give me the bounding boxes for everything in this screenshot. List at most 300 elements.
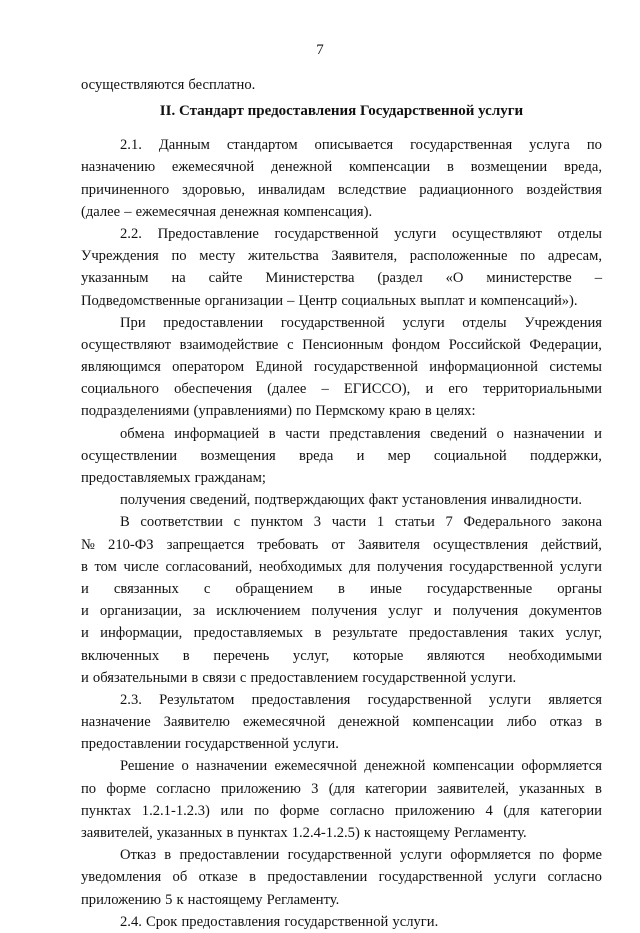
word: предоставлении: [179, 847, 280, 864]
word: и: [594, 425, 602, 442]
word: выплат: [420, 292, 465, 309]
word: связи: [202, 669, 236, 686]
word: к: [363, 825, 371, 841]
word: получения: [377, 558, 443, 575]
word: бесплатно.: [188, 77, 256, 93]
word: или: [220, 802, 244, 819]
word: гражданам;: [194, 470, 266, 486]
paragraph: [81, 312, 602, 423]
word: оформляется: [521, 758, 602, 775]
word: обращением: [235, 580, 313, 597]
word: согласно: [156, 780, 211, 797]
word: Пермскому: [315, 403, 385, 420]
word: к: [176, 891, 184, 908]
word: радиационного: [419, 181, 514, 198]
word: ЕГИССО),: [343, 381, 411, 398]
word: 7: [445, 514, 453, 531]
word: Результатом: [159, 691, 235, 708]
word: месту: [199, 248, 236, 265]
word: 2.2.: [120, 225, 142, 242]
paragraph: [81, 74, 602, 96]
word: заявителей,: [81, 825, 153, 841]
word: услуг,: [565, 625, 602, 642]
word: и: [81, 625, 89, 642]
word: подразделениями: [81, 403, 190, 420]
word: категории: [540, 802, 602, 819]
word: компенсаций»).: [480, 292, 578, 309]
word: с: [239, 669, 247, 686]
word: услуги: [488, 691, 532, 708]
word: отказ: [549, 714, 583, 731]
word: 5: [165, 891, 173, 908]
word: услуги.: [470, 669, 517, 686]
word: заявителей,: [437, 780, 509, 797]
word: осуществляют: [81, 336, 171, 353]
section-heading: II. Стандарт предоставления Государственной услуги: [159, 103, 524, 120]
word: территориальными: [482, 381, 602, 398]
word: осуществляются: [81, 77, 185, 93]
word: компенсация).: [283, 203, 373, 220]
word: Российской: [448, 336, 521, 353]
word: краю: [389, 403, 421, 420]
word: целях:: [435, 403, 476, 420]
word: «О: [445, 270, 464, 287]
word: государственной: [287, 847, 392, 864]
word: в: [182, 647, 190, 664]
word: предоставлении: [163, 314, 264, 331]
word: жительства: [247, 248, 319, 265]
text-line: [81, 74, 602, 96]
word: 1: [376, 514, 385, 531]
word: настоящему: [187, 891, 263, 908]
text-line: [81, 578, 602, 600]
word: от: [331, 536, 345, 553]
text-line: [81, 822, 602, 844]
word: в: [424, 403, 432, 420]
word: предоставлением: [250, 669, 359, 686]
word: согласно: [329, 802, 385, 819]
text-line: [81, 866, 602, 888]
word: информационной: [429, 359, 538, 376]
word: информации,: [100, 625, 183, 642]
word: денежной: [364, 758, 426, 775]
text-line: [81, 733, 602, 755]
text-line: [81, 356, 602, 378]
word: вреда: [298, 447, 334, 464]
word: документов: [529, 603, 602, 620]
word: числе: [123, 558, 159, 575]
word: форме: [562, 847, 602, 864]
word: мер: [387, 447, 411, 464]
word: 2.3.: [120, 691, 142, 708]
word: с: [203, 580, 211, 597]
word: и: [81, 580, 89, 597]
word: приложению: [81, 891, 162, 908]
word: Регламенту.: [454, 825, 527, 841]
text-line: [81, 911, 602, 933]
word: категории: [365, 780, 427, 797]
word: предоставления: [251, 691, 351, 708]
word: Центр: [298, 292, 338, 309]
word: в: [226, 825, 234, 841]
paragraph: [81, 689, 602, 756]
word: назначении: [196, 758, 268, 775]
word: ежемесячная: [135, 203, 217, 220]
word: либо: [506, 714, 537, 731]
word: пунктах: [81, 802, 132, 819]
word: денежной: [338, 714, 400, 731]
word: и: [81, 603, 89, 620]
word: в: [314, 625, 322, 642]
word: Регламенту.: [266, 891, 340, 908]
word: услуги: [399, 847, 442, 864]
text-line: [81, 400, 602, 422]
word: результате: [332, 625, 398, 642]
word: действий,: [541, 536, 602, 553]
word: с: [233, 514, 241, 531]
word: для: [349, 558, 371, 575]
word: услуг: [388, 603, 423, 620]
word: ежемесячной: [171, 159, 255, 176]
word: системы: [549, 359, 602, 376]
word: фондом: [391, 336, 441, 353]
word: об: [172, 869, 188, 886]
word: таких: [519, 625, 555, 642]
word: Единой: [255, 359, 303, 376]
word: предоставления: [408, 625, 508, 642]
word: согласно: [547, 869, 602, 886]
word: являются: [427, 647, 485, 664]
word: обязательными: [92, 669, 188, 686]
text-line: [81, 534, 602, 556]
word: 2.1.: [120, 137, 142, 154]
paragraph: [81, 911, 602, 933]
word: услуги: [394, 225, 437, 242]
text-line: [81, 334, 602, 356]
word: организации,: [99, 603, 182, 620]
word: Подведомственные: [81, 292, 201, 309]
word: за: [192, 603, 206, 620]
word: (управлениями): [193, 403, 292, 420]
word: социального: [81, 381, 159, 398]
word: назначении: [513, 425, 585, 442]
word: согласований,: [165, 558, 253, 575]
word: ежемесячной: [274, 758, 357, 775]
word: социальных: [341, 292, 417, 309]
word: –: [287, 292, 295, 309]
paragraph: [81, 844, 602, 911]
word: его: [448, 381, 468, 398]
word: приложению: [220, 780, 301, 797]
word: социальной: [433, 447, 507, 464]
word: инвалидам: [257, 181, 326, 198]
word: Данным: [158, 137, 210, 154]
word: предоставления: [181, 913, 281, 930]
word: о: [496, 425, 504, 442]
word: –: [321, 381, 329, 398]
word: услуги: [494, 869, 537, 886]
word: государственной: [378, 869, 483, 886]
word: предоставлении: [267, 869, 368, 886]
word: является: [548, 691, 602, 708]
word: адресам,: [547, 248, 602, 265]
word: Заявителя: [357, 536, 421, 553]
word: –: [124, 203, 132, 220]
word: представления: [329, 425, 421, 442]
word: отказе: [198, 869, 238, 886]
word: причиненного: [81, 181, 170, 198]
word: сведений: [430, 425, 488, 442]
word: являющимся: [81, 359, 161, 376]
word: услуга: [529, 137, 570, 154]
text-line: [81, 423, 602, 445]
word: 4: [485, 802, 493, 819]
word: уведомления: [81, 869, 162, 886]
word: (для: [328, 780, 355, 797]
word: на: [171, 270, 186, 287]
word: необходимыми: [508, 647, 602, 664]
word: указанных: [519, 780, 585, 797]
word: включенных: [81, 647, 160, 664]
text-line: [81, 312, 602, 334]
word: ежемесячной: [242, 714, 326, 731]
text-line: [81, 689, 602, 711]
word: 1.2.1-1.2.3): [141, 802, 210, 819]
paragraph: [81, 223, 602, 312]
word: оформляется: [450, 847, 531, 864]
word: в: [191, 669, 199, 686]
word: Учреждения: [524, 314, 602, 331]
word: государственной: [280, 314, 385, 331]
paragraph: [81, 134, 602, 223]
word: в: [249, 869, 257, 886]
word: в: [595, 780, 602, 797]
word: получения: [120, 492, 186, 509]
word: обеспечения: [174, 381, 253, 398]
word: описывается: [314, 137, 394, 154]
word: (раздел: [377, 270, 423, 287]
word: Решение: [120, 758, 175, 775]
word: взаимодействие: [179, 336, 279, 353]
word: в: [447, 159, 454, 176]
word: услуги: [559, 558, 602, 575]
word: и: [356, 447, 365, 464]
word: в: [595, 714, 602, 731]
word: государственная: [410, 137, 513, 154]
word: по: [296, 403, 312, 420]
text-line: [81, 445, 602, 467]
word: Федерального: [463, 514, 552, 531]
word: подтверждающих: [254, 492, 365, 509]
word: инвалидности.: [490, 492, 583, 509]
paragraph: [81, 489, 602, 511]
word: Заявителю: [163, 714, 230, 731]
word: соответствии: [140, 514, 223, 531]
word: министерстве: [486, 270, 572, 287]
word: информацией: [174, 425, 260, 442]
word: закона: [561, 514, 602, 531]
word: и: [433, 603, 442, 620]
word: Отказ: [120, 847, 157, 864]
word: иные: [370, 580, 402, 597]
text-line: [81, 201, 602, 223]
text-line: [81, 489, 602, 511]
word: Предоставление: [157, 225, 259, 242]
document-body: [81, 74, 602, 933]
text-line: [81, 156, 602, 178]
word: услуги: [402, 314, 445, 331]
paragraph: [81, 755, 602, 844]
word: том: [94, 558, 117, 575]
word: пунктах: [237, 825, 288, 841]
word: (далее: [81, 203, 121, 220]
word: поддержки,: [529, 447, 602, 464]
word: предоставляемых: [193, 625, 304, 642]
text-line: [81, 645, 602, 667]
word: по: [81, 780, 97, 797]
word: по: [520, 248, 536, 265]
text-line: [81, 467, 602, 489]
word: государственной: [313, 359, 418, 376]
word: в: [164, 847, 172, 864]
word: сведений,: [189, 492, 251, 509]
text-line: [81, 179, 602, 201]
word: 3: [311, 780, 319, 797]
word: указанным: [81, 270, 149, 287]
word: предоставляемых: [81, 470, 191, 486]
word: вреда,: [563, 159, 602, 176]
text-line: [81, 378, 602, 400]
word: форме: [279, 802, 320, 819]
word: с: [287, 336, 294, 353]
word: и: [468, 292, 477, 309]
word: государственной: [367, 691, 472, 708]
word: (для: [503, 802, 530, 819]
word: расположенные: [409, 248, 508, 265]
text-line: [81, 245, 602, 267]
word: возмещения: [200, 447, 276, 464]
word: которые: [352, 647, 404, 664]
text-line: [81, 600, 602, 622]
word: вследствие: [338, 181, 407, 198]
word: отделы: [557, 225, 602, 242]
word: по: [254, 802, 270, 819]
word: услуги.: [293, 736, 339, 753]
text-line: [81, 755, 602, 777]
word: денежная: [220, 203, 280, 220]
word: Заявителя,: [331, 248, 398, 265]
word: Учреждения: [81, 248, 159, 265]
word: 2.4.: [120, 913, 142, 930]
word: факт: [368, 492, 398, 509]
text-line: [81, 511, 602, 533]
word: услуги.: [392, 913, 439, 930]
word: возмещении: [470, 159, 548, 176]
word: перечень: [213, 647, 270, 664]
text-line: [81, 267, 602, 289]
word: статьи: [394, 514, 435, 531]
word: компенсации: [412, 714, 494, 731]
word: государственной: [184, 736, 289, 753]
word: предоставлении: [81, 736, 181, 753]
word: получения: [452, 603, 519, 620]
word: 1.2.4-1.2.5): [291, 825, 360, 841]
word: по: [171, 248, 187, 265]
word: части: [331, 514, 367, 531]
paragraph: [81, 511, 602, 689]
word: о: [181, 758, 189, 775]
word: и: [425, 381, 434, 398]
word: Министерства: [265, 270, 355, 287]
text-line: [81, 134, 602, 156]
word: части: [285, 425, 320, 442]
text-line: [81, 711, 602, 733]
word: отделы: [462, 314, 507, 331]
word: При: [120, 314, 146, 331]
word: 210-ФЗ: [108, 536, 154, 553]
word: получения: [311, 603, 378, 620]
word: услуг,: [292, 647, 330, 664]
word: приложению: [394, 802, 475, 819]
text-line: [81, 556, 602, 578]
word: указанных: [156, 825, 223, 841]
word: государственной: [449, 558, 554, 575]
word: здоровью,: [182, 181, 246, 198]
word: Срок: [145, 913, 178, 930]
word: 3: [313, 514, 321, 531]
text-line: [81, 800, 602, 822]
word: Пенсионным: [302, 336, 384, 353]
word: связанных: [113, 580, 179, 597]
text-line: [81, 223, 602, 245]
word: форме: [106, 780, 146, 797]
page-number: 7: [316, 42, 324, 58]
word: компенсации: [432, 758, 515, 775]
word: в: [268, 425, 276, 442]
text-line: [81, 290, 602, 312]
word: государственной: [284, 913, 389, 930]
text-line: [81, 778, 602, 800]
word: назначению: [81, 159, 156, 176]
text-line: [81, 667, 602, 689]
word: настоящему: [375, 825, 451, 841]
text-line: [81, 622, 602, 644]
word: требовать: [257, 536, 319, 553]
word: осуществлении: [81, 447, 178, 464]
word: осуществления: [433, 536, 529, 553]
word: по: [586, 137, 602, 154]
word: сайте: [208, 270, 243, 287]
word: государственной: [362, 669, 467, 686]
word: В: [120, 514, 130, 531]
word: организации: [204, 292, 284, 309]
word: обмена: [120, 425, 165, 442]
word: в: [81, 558, 88, 575]
word: оператором: [172, 359, 245, 376]
word: государственные: [426, 580, 533, 597]
word: осуществляют: [452, 225, 542, 242]
word: денежной: [271, 159, 333, 176]
word: исключением: [216, 603, 301, 620]
word: запрещается: [166, 536, 245, 553]
word: №: [81, 536, 95, 553]
word: Федерации,: [529, 336, 602, 353]
word: по: [539, 847, 555, 864]
word: пунктом: [250, 514, 304, 531]
word: (далее: [267, 381, 307, 398]
word: –: [594, 270, 602, 287]
word: установления: [402, 492, 487, 509]
